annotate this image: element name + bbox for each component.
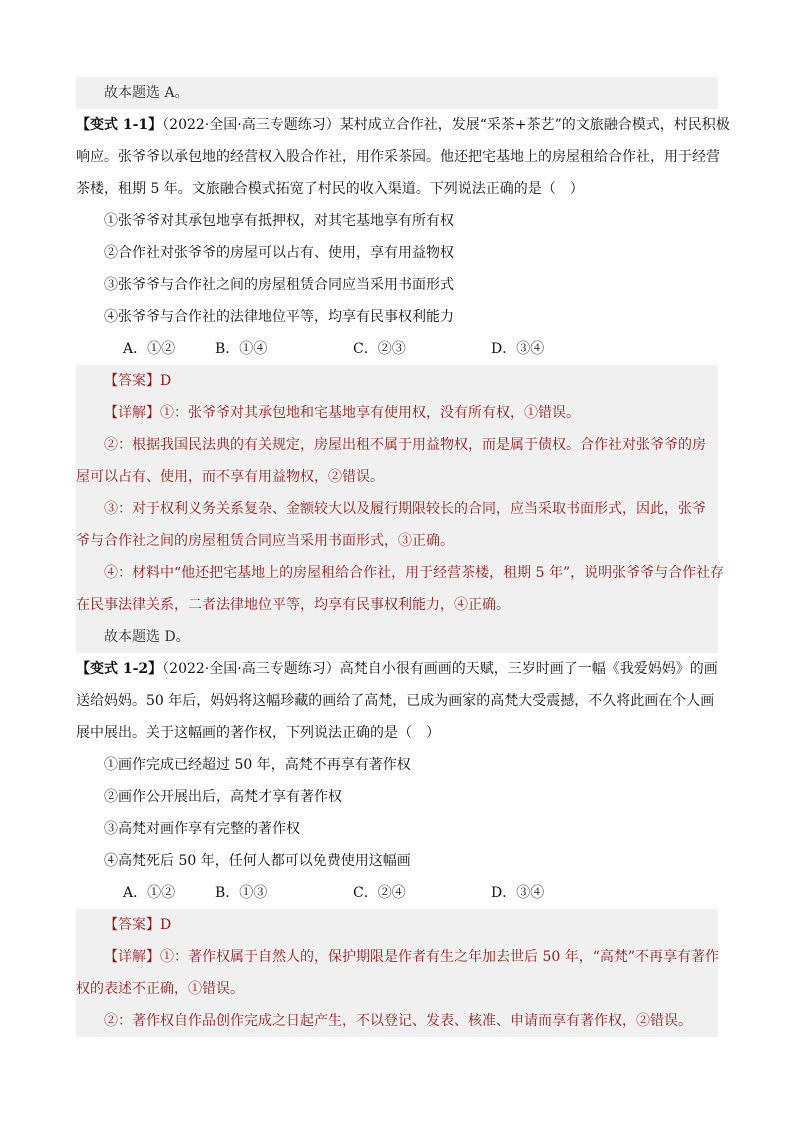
conclusion-line: 故本题选 A。 xyxy=(76,77,718,109)
question-stem-text: 某村成立合作社，发展“采茶+茶艺”的文旅融合模式，村民积极 xyxy=(339,117,730,133)
option-a: A．①② xyxy=(123,341,176,357)
option-b: B．①④ xyxy=(215,341,268,357)
question-label: 【变式 1-1】 xyxy=(76,117,163,133)
answer-options xyxy=(76,333,718,365)
statement-item: ①张爷爷对其承包地享有抵押权，对其宅基地享有所有权 xyxy=(104,213,454,229)
detail-line: 爷与合作社之间的房屋租赁合同应当采用书面形式，③正确。 xyxy=(76,525,718,557)
detail-line: ②：根据我国民法典的有关规定，房屋出租不属于用益物权，而是属于债权。合作社对张爷爷的房 xyxy=(76,429,718,461)
detail-line xyxy=(76,397,718,429)
detail-line: ③：对于权利义务关系复杂、金额较大以及履行期限较长的合同，应当采取书面形式，因此，张爷 xyxy=(76,493,718,525)
statement-item: ②画作公开展出后，高梵才享有著作权 xyxy=(104,789,342,805)
detail-line: ②：著作权自作品创作完成之日起产生，不以登记、发表、核准、申请而享有著作权，②错误。 xyxy=(76,1005,718,1037)
option-d: D．③④ xyxy=(491,341,545,357)
answer-value: D xyxy=(160,917,172,933)
statement-item: ③高梵对画作享有完整的著作权 xyxy=(104,821,300,837)
question-stem-line: 茶楼，租期 5 年。文旅融合模式拓宽了村民的收入渠道。下列说法正确的是（ ） xyxy=(76,181,584,197)
question-stem-line xyxy=(76,109,730,141)
detail-line: ④：材料中“他还把宅基地上的房屋租给合作社，用于经营茶楼，租期 5 年”，说明张爷爷与合作社存 xyxy=(76,557,718,589)
option-c: C．②③ xyxy=(353,341,406,357)
answer-options xyxy=(76,877,718,909)
question-source: （2022·全国·高三专题练习） xyxy=(162,117,340,133)
conclusion-line: 故本题选 D。 xyxy=(76,621,718,653)
question-source: （2022·全国·高三专题练习） xyxy=(162,661,340,677)
option-a: A．①② xyxy=(123,885,176,901)
option-c: C．②④ xyxy=(353,885,406,901)
detail-line: 屋可以占有、使用，而不享有用益物权，②错误。 xyxy=(76,461,718,493)
document-page xyxy=(76,77,730,1037)
answer-value: D xyxy=(160,373,172,389)
question-stem-line: 送给妈妈。50 年后，妈妈将这幅珍藏的画给了高梵，已成为画家的高梵大受震撼，不久将此画在个人画 xyxy=(76,693,715,709)
question-stem-line xyxy=(76,653,718,685)
statement-item: ①画作完成已经超过 50 年，高梵不再享有著作权 xyxy=(104,757,411,773)
answer-label: 【答案】 xyxy=(104,917,160,933)
detail-line: 在民事法律关系，二者法律地位平等，均享有民事权利能力，④正确。 xyxy=(76,589,718,621)
detail-text: ①：著作权属于自然人的，保护期限是作者有生之年加去世后 50 年，“高梵”不再享有著作 xyxy=(160,949,720,965)
answer-line xyxy=(76,909,718,941)
detail-label: 【详解】 xyxy=(104,949,160,965)
statement-item: ④高梵死后 50 年，任何人都可以免费使用这幅画 xyxy=(104,853,411,869)
detail-text: ①：张爷爷对其承包地和宅基地享有使用权，没有所有权，①错误。 xyxy=(160,405,580,421)
detail-label: 【详解】 xyxy=(104,405,160,421)
question-stem-text: 高梵自小很有画画的天赋，三岁时画了一幅《我爱妈妈》的画 xyxy=(339,661,718,677)
question-stem-line: 响应。张爷爷以承包地的经营权入股合作社，用作采茶园。他还把宅基地上的房屋租给合作社，用于经营 xyxy=(76,149,720,165)
answer-label: 【答案】 xyxy=(104,373,160,389)
option-b: B．①③ xyxy=(215,885,268,901)
detail-line: 权的表述不正确，①错误。 xyxy=(76,973,718,1005)
answer-line xyxy=(76,365,718,397)
question-stem-line: 展中展出。关于这幅画的著作权，下列说法正确的是（ ） xyxy=(76,725,440,741)
statement-item: ②合作社对张爷爷的房屋可以占有、使用，享有用益物权 xyxy=(104,245,454,261)
option-d: D．③④ xyxy=(491,885,545,901)
statement-item: ④张爷爷与合作社的法律地位平等，均享有民事权利能力 xyxy=(104,309,454,325)
detail-line xyxy=(76,941,718,973)
statement-item: ③张爷爷与合作社之间的房屋租赁合同应当采用书面形式 xyxy=(104,277,454,293)
question-label: 【变式 1-2】 xyxy=(76,661,163,677)
